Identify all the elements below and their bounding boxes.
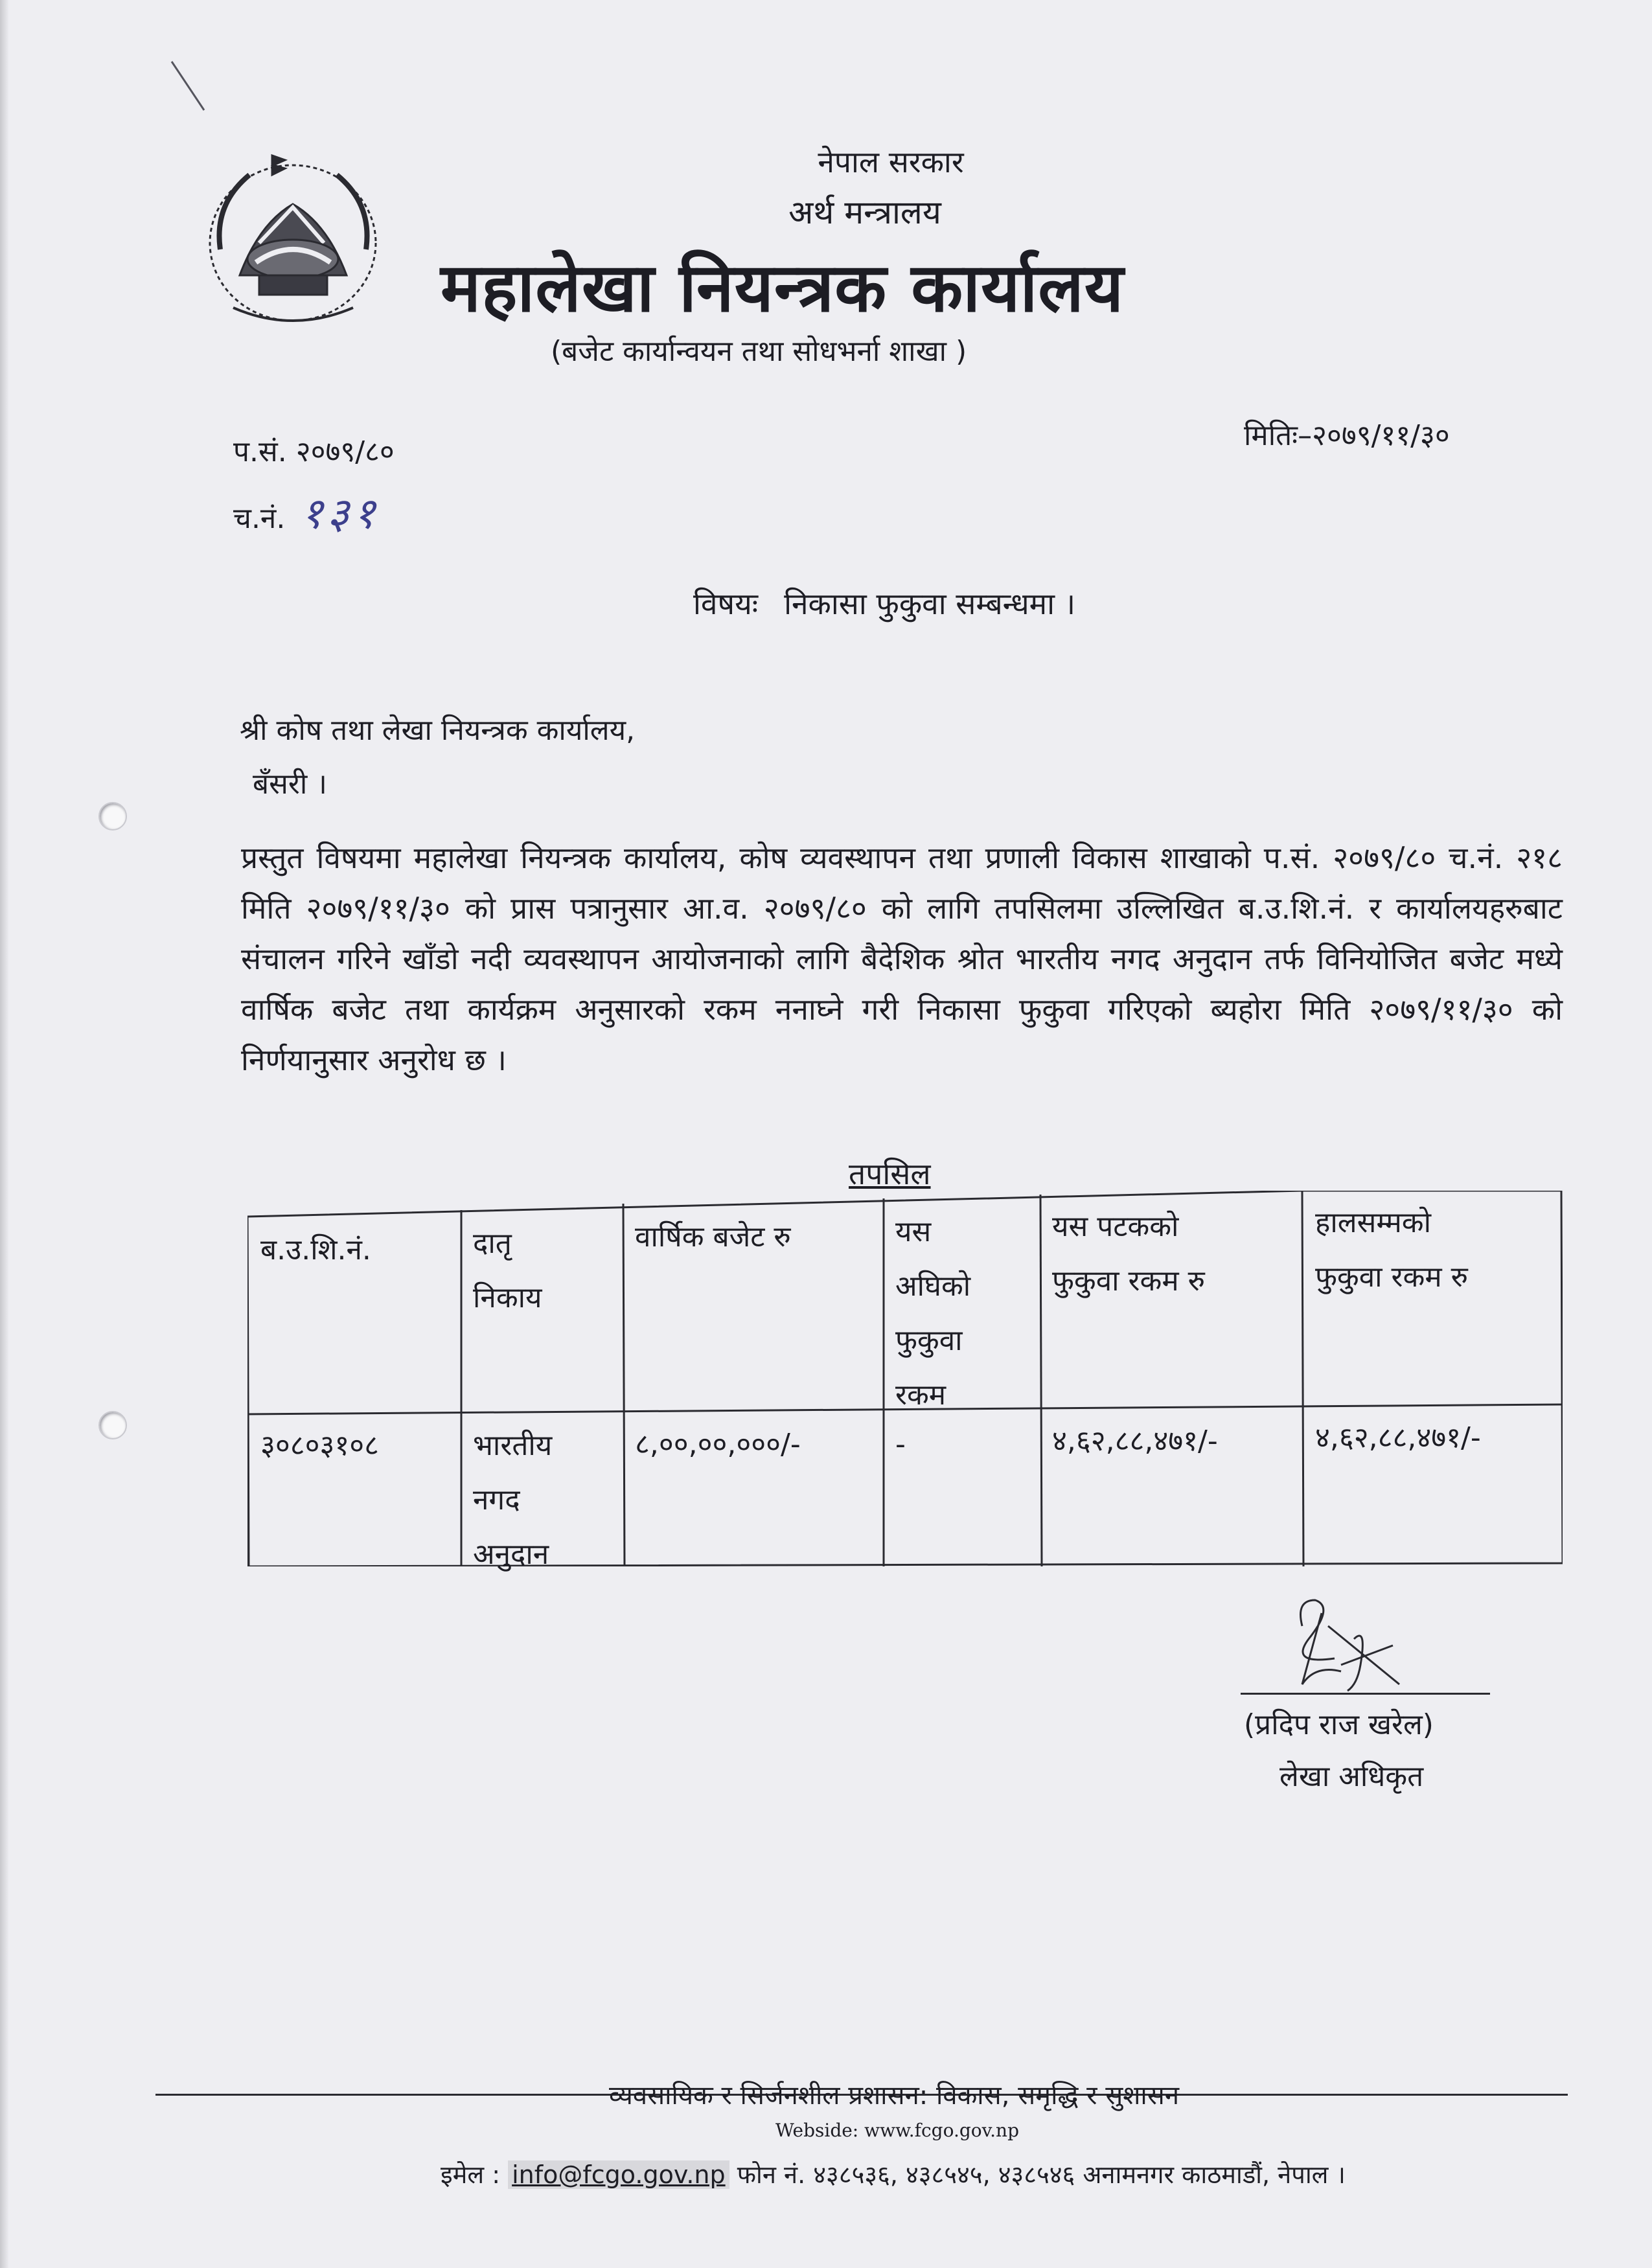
row-current-release: ४,६२,८८,४७१/-: [1052, 1425, 1218, 1458]
header-annual-budget: वार्षिक बजेट रु: [635, 1220, 791, 1254]
office-title: महालेखा नियन्त्रक कार्यालय: [441, 248, 1125, 327]
row-donor-agency: भारतीय नगद अनुदान: [473, 1429, 553, 1571]
row-previous-release: -: [895, 1428, 906, 1461]
row-budget-code: ३०८०३१०८: [260, 1429, 380, 1462]
signatory-name: (प्रदिप राज खरेल): [1244, 1708, 1434, 1741]
email-label: इमेल :: [441, 2160, 501, 2189]
dispatch-label: च.नं.: [233, 502, 286, 535]
reference-number: प.सं. २०७९/८०: [233, 435, 395, 468]
pen-mark: [168, 58, 207, 117]
details-table: [247, 1191, 1563, 1571]
branch-name: (बजेट कार्यान्वयन तथा सोधभर्ना शाखा ): [551, 335, 967, 368]
header-budget-code: ब.उ.शि.नं.: [260, 1233, 371, 1266]
header-previous-release: यस अघिको फुकुवा रकम: [895, 1215, 971, 1412]
signature: [1263, 1587, 1419, 1710]
row-annual-budget: ८,००,००,०००/-: [635, 1428, 801, 1461]
footer-contact: [441, 2157, 1346, 2191]
signature-line: [1241, 1693, 1490, 1695]
header-current-release: यस पटकको फुकुवा रकम रु: [1052, 1210, 1205, 1298]
table-caption: तपसिल: [849, 1156, 931, 1191]
recipient-location: बँसरी ।: [253, 768, 327, 801]
dispatch-handwritten-number: १३१: [301, 488, 380, 538]
row-total-release: ४,६२,८८,४७१/-: [1315, 1421, 1481, 1454]
subject-label: विषयः: [693, 586, 759, 621]
subject-line: [693, 583, 1075, 623]
header-donor-agency: दातृ निकाय: [473, 1227, 542, 1314]
letter-date: मितिः–२०७९/११/३०: [1244, 419, 1450, 452]
ministry-name: अर्थ मन्त्रालय: [788, 194, 941, 231]
email-link[interactable]: info@fcgo.gov.np: [508, 2160, 729, 2189]
dispatch-number: [233, 483, 379, 541]
letter-body: प्रस्तुत विषयमा महालेखा नियन्त्रक कार्यालय, कोष व्यवस्थापन तथा प्रणाली विकास शाखाको प.सं. २०७९/८० च.नं. २१८ मिति २०७९/११/३० को प्रास पत्रानुसार आ.व. २०७९/८० को लागि तपसिलमा उल्लिखित ब.उ.शि.नं. र कार्यालयहरुबाट संचालन गरिने खाँडो नदी व्यवस्थापन आयोजनाको लागि बैदेशिक श्रोत भारतीय नगद अनुदान तर्फ विनियोजित बजेट मध्ये वार्षिक बजेट तथा कार्यक्रम अनुसारको रकम ननाघ्ने गरी निकासा फुकुवा गरिएको ब्यहोरा मिति २०७९/११/३० को निर्णयानुसार अनुरोध छ ।: [241, 840, 1563, 1077]
punch-hole-bottom: [98, 1411, 127, 1439]
government-name: नेपाल सरकार: [818, 144, 964, 179]
punch-hole-top: [98, 802, 127, 830]
footer-website: Webside: www.fcgo.gov.np: [775, 2120, 1019, 2141]
header-total-release: हालसम्मको फुकुवा रकम रु: [1315, 1206, 1468, 1294]
subject-text: निकासा फुकुवा सम्बन्धमा ।: [784, 586, 1076, 621]
phone-address: फोन नं. ४३८५३६, ४३८५४५, ४३८५४६ अनामनगर काठमाडौं, नेपाल ।: [737, 2160, 1346, 2189]
page-edge: [0, 0, 9, 2268]
recipient-office: श्री कोष तथा लेखा नियन्त्रक कार्यालय,: [240, 714, 636, 747]
signatory-title: लेखा अधिकृत: [1279, 1760, 1424, 1793]
footer-slogan: व्यवसायिक र सिर्जनशील प्रशासन: विकास, समृद्धि र सुशासन: [608, 2081, 1180, 2111]
